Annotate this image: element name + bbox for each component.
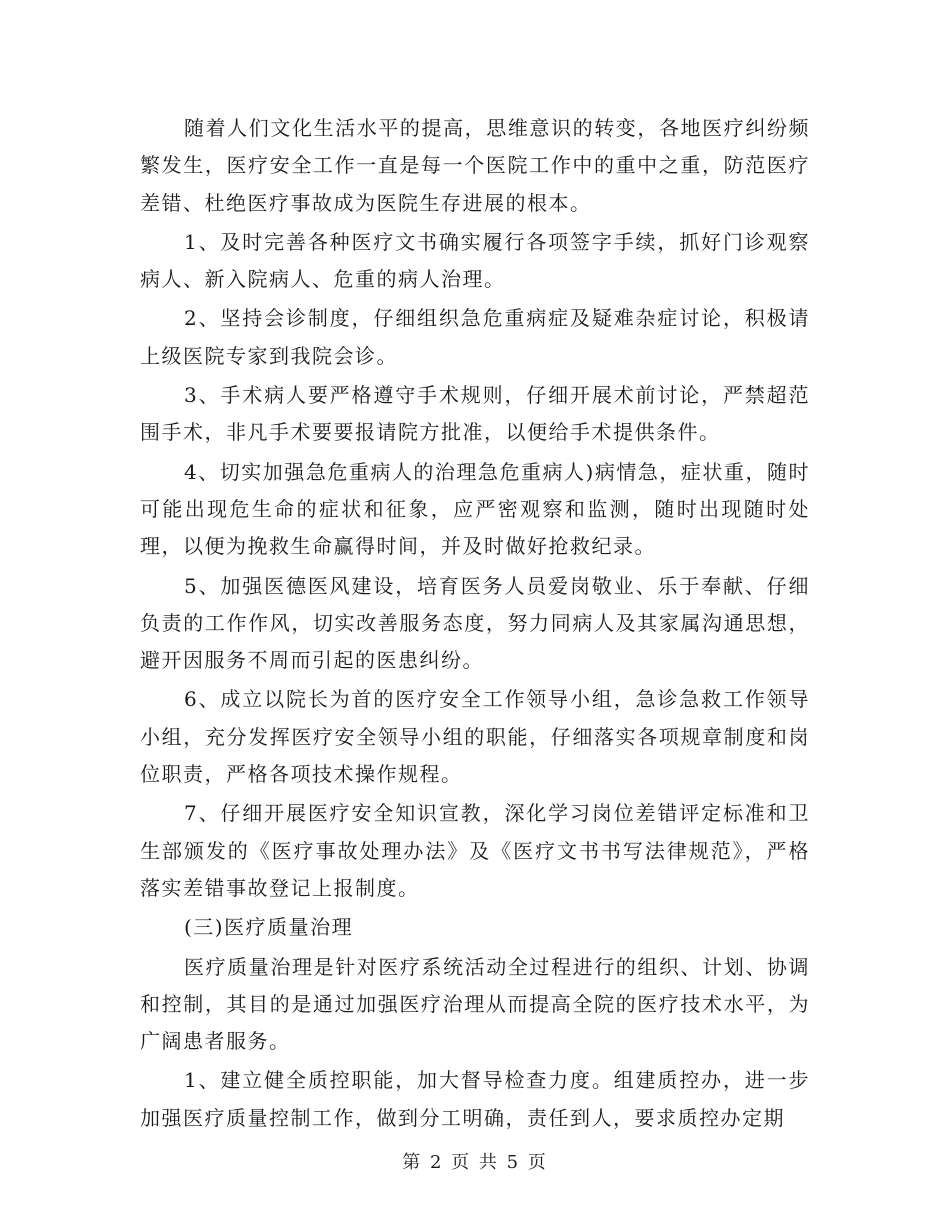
section-heading: (三)医疗质量治理: [184, 915, 354, 940]
paragraph-item-5: 5、加强医德医风建设，培育医务人员爱岗敬业、乐于奉献、仔细负责的工作作风，切实改善服务态度，努力同病人及其家属沟通思想，避开因服务不周而引起的医患纠纷。: [140, 573, 810, 673]
paragraph-item-6: 6、成立以院长为首的医疗安全工作领导小组，急诊急救工作领导小组，充分发挥医疗安全领导小组的职能，仔细落实各项规章制度和岗位职责，严格各项技术操作规程。: [140, 687, 810, 787]
paragraph-item-2: 2、坚持会诊制度，仔细组织急危重病症及疑难杂症讨论，积极请上级医院专家到我院会诊。: [140, 306, 810, 368]
paragraph-intro: 随着人们文化生活水平的提高，思维意识的转变，各地医疗纠纷频繁发生，医疗安全工作一直是每一个医院工作中的重中之重，防范医疗差错、杜绝医疗事故成为医院生存进展的根本。: [140, 116, 810, 215]
page-number-footer: 第 2 页 共 5 页: [402, 1152, 548, 1173]
paragraph-item-7: 7、仔细开展医疗安全知识宣教，深化学习岗位差错评定标准和卫生部颁发的《医疗事故处理办法》及《医疗文书书写法律规范》，严格落实差错事故登记上报制度。: [140, 801, 810, 900]
paragraph-section-item-1: 1、建立健全质控职能，加大督导检查力度。组建质控办，进一步加强医疗质量控制工作，做到分工明确，责任到人，要求质控办定期: [140, 1068, 810, 1130]
paragraph-section-intro: 医疗质量治理是针对医疗系统活动全过程进行的组织、计划、协调和控制，其目的是通过加强医疗治理从而提高全院的医疗技术水平，为广阔患者服务。: [140, 954, 810, 1054]
document-body: [140, 110, 810, 1139]
paragraph-item-4: 4、切实加强急危重病人的治理急危重病人)病情急，症状重，随时可能出现危生命的症状和征象，应严密观察和监测，随时出现随时处理，以便为挽救生命赢得时间，并及时做好抢救纪录。: [140, 459, 810, 559]
paragraph-item-1: 1、及时完善各种医疗文书确实履行各项签字手续，抓好门诊观察病人、新入院病人、危重的病人治理。: [140, 229, 810, 292]
paragraph-item-3: 3、手术病人要严格遵守手术规则，仔细开展术前讨论，严禁超范围手术，非凡手术要要报请院方批准，以便给手术提供条件。: [140, 383, 810, 445]
